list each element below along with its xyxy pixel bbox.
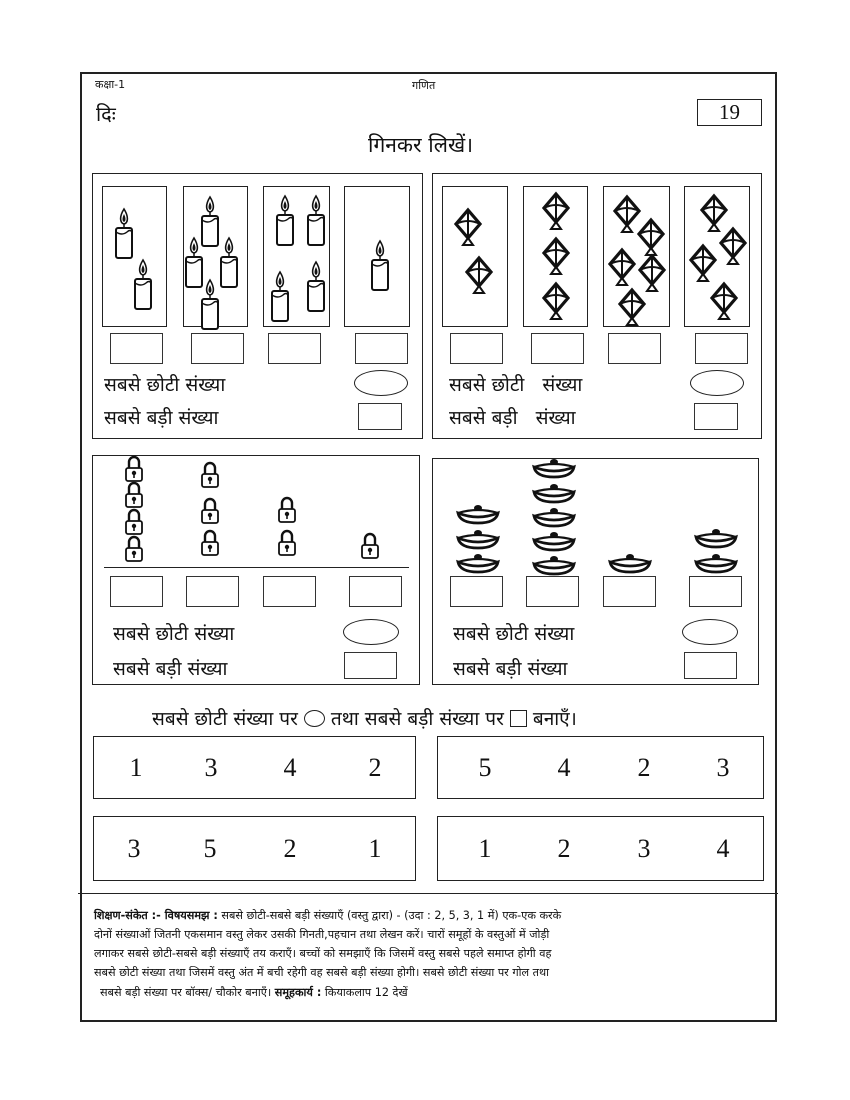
teaching-note-line1 xyxy=(94,906,561,925)
kites-largest-label: सबसे बड़ी संख्या xyxy=(449,407,576,429)
number-box-1 xyxy=(93,736,416,799)
number-4-4[interactable]: 4 xyxy=(716,833,730,863)
lamp-icon xyxy=(534,508,574,526)
teaching-note-line2: दोनों संख्याओं जितनी एकसमान वस्तु लेकर उसकी गिनती,पहचान तथा लेखन करें। चारों समूहों के वस्तुओं में जोड़ी xyxy=(94,928,550,941)
lamp-icon xyxy=(696,529,736,547)
number-1-3[interactable]: 4 xyxy=(283,752,297,782)
number-3-1[interactable]: 3 xyxy=(127,833,141,863)
group-work-heading: समूहकार्य : xyxy=(274,986,322,999)
locks-smallest-label: सबसे छोटी संख्या xyxy=(113,623,235,645)
lamp-icon xyxy=(458,554,498,572)
number-3-2[interactable]: 5 xyxy=(203,833,217,863)
lamp-icon xyxy=(534,459,574,477)
subject-label: गणित xyxy=(412,79,436,92)
number-2-2[interactable]: 4 xyxy=(557,752,571,782)
lamps-smallest-oval[interactable] xyxy=(682,619,738,645)
locks-largest-label: सबसे बड़ी संख्या xyxy=(113,658,228,680)
number-box-3 xyxy=(93,816,416,881)
note-divider xyxy=(78,893,778,894)
teaching-note-line4: सबसे छोटी संख्या तथा जिसमें वस्तु अंत में बची रहेगी वह सबसे बड़ी संख्या होगी। सबसे छोटी संख्या पर गोल तथा xyxy=(94,966,550,979)
number-1-1[interactable]: 1 xyxy=(129,752,143,782)
number-4-3[interactable]: 3 xyxy=(637,833,651,863)
instruction2-part1: सबसे छोटी संख्या पर xyxy=(152,708,298,730)
lamps-largest-label: सबसे बड़ी संख्या xyxy=(453,658,568,680)
number-box-4 xyxy=(437,816,764,881)
lamp-icon xyxy=(696,554,736,572)
teaching-note-heading: शिक्षण-संकेत :- विषयसमझ : xyxy=(94,909,218,922)
number-3-4[interactable]: 1 xyxy=(368,833,382,863)
lamp-icon xyxy=(534,556,574,574)
number-4-1[interactable]: 1 xyxy=(478,833,492,863)
number-2-4[interactable]: 3 xyxy=(716,752,730,782)
instruction2-part3: बनाएँ। xyxy=(532,708,577,730)
lamp-icon xyxy=(458,505,498,523)
number-1-2[interactable]: 3 xyxy=(204,752,218,782)
circle-symbol xyxy=(304,710,325,727)
lamp-icon xyxy=(534,484,574,502)
candles-largest-label: सबसे बड़ी संख्या xyxy=(104,407,219,429)
number-1-4[interactable]: 2 xyxy=(368,752,382,782)
lamp-icon xyxy=(458,530,498,548)
class-label: कक्षा-1 xyxy=(95,78,126,91)
number-4-2[interactable]: 2 xyxy=(557,833,571,863)
instruction2-part2: तथा सबसे बड़ी संख्या पर xyxy=(330,708,504,730)
lamp-icon xyxy=(610,554,650,572)
candles-smallest-label: सबसे छोटी संख्या xyxy=(104,374,226,396)
date-label: दिः xyxy=(96,102,116,126)
instruction-count-write: गिनकर लिखें। xyxy=(368,133,474,157)
kites-smallest-label: सबसे छोटी संख्या xyxy=(449,374,583,396)
number-3-3[interactable]: 2 xyxy=(283,833,297,863)
square-symbol xyxy=(510,710,527,727)
group-work-text: कियाकलाप 12 देखें xyxy=(324,986,408,999)
number-box-2 xyxy=(437,736,764,799)
teaching-note-line3: लगाकर सबसे छोटी-सबसे बड़ी संख्याएँ तय कराएँ। बच्चों को समझाएँ कि जिसमें वस्तु सबसे पहले समाप्त होगी वह xyxy=(94,947,552,960)
lamp-count-input-1[interactable] xyxy=(450,576,503,607)
lamp-count-input-4[interactable] xyxy=(689,576,742,607)
lamp-count-input-3[interactable] xyxy=(603,576,656,607)
teaching-note-text1: सबसे छोटी-सबसे बड़ी संख्याएँ (वस्तु द्वारा) - (उदा : 2, 5, 3, 1 में) एक-एक करके xyxy=(221,909,562,922)
number-2-3[interactable]: 2 xyxy=(637,752,651,782)
teaching-note-line5 xyxy=(100,983,408,1002)
instruction-circle-square xyxy=(152,705,577,731)
teaching-note-text5: सबसे बड़ी संख्या पर बॉक्स/ चौकोर बनाएँ। xyxy=(100,986,272,999)
lamps-largest-box[interactable] xyxy=(684,652,737,679)
lamp-count-input-2[interactable] xyxy=(526,576,579,607)
number-2-1[interactable]: 5 xyxy=(478,752,492,782)
lamp-icon xyxy=(534,532,574,550)
page-number: 19 xyxy=(719,100,740,124)
lamps-smallest-label: सबसे छोटी संख्या xyxy=(453,623,575,645)
